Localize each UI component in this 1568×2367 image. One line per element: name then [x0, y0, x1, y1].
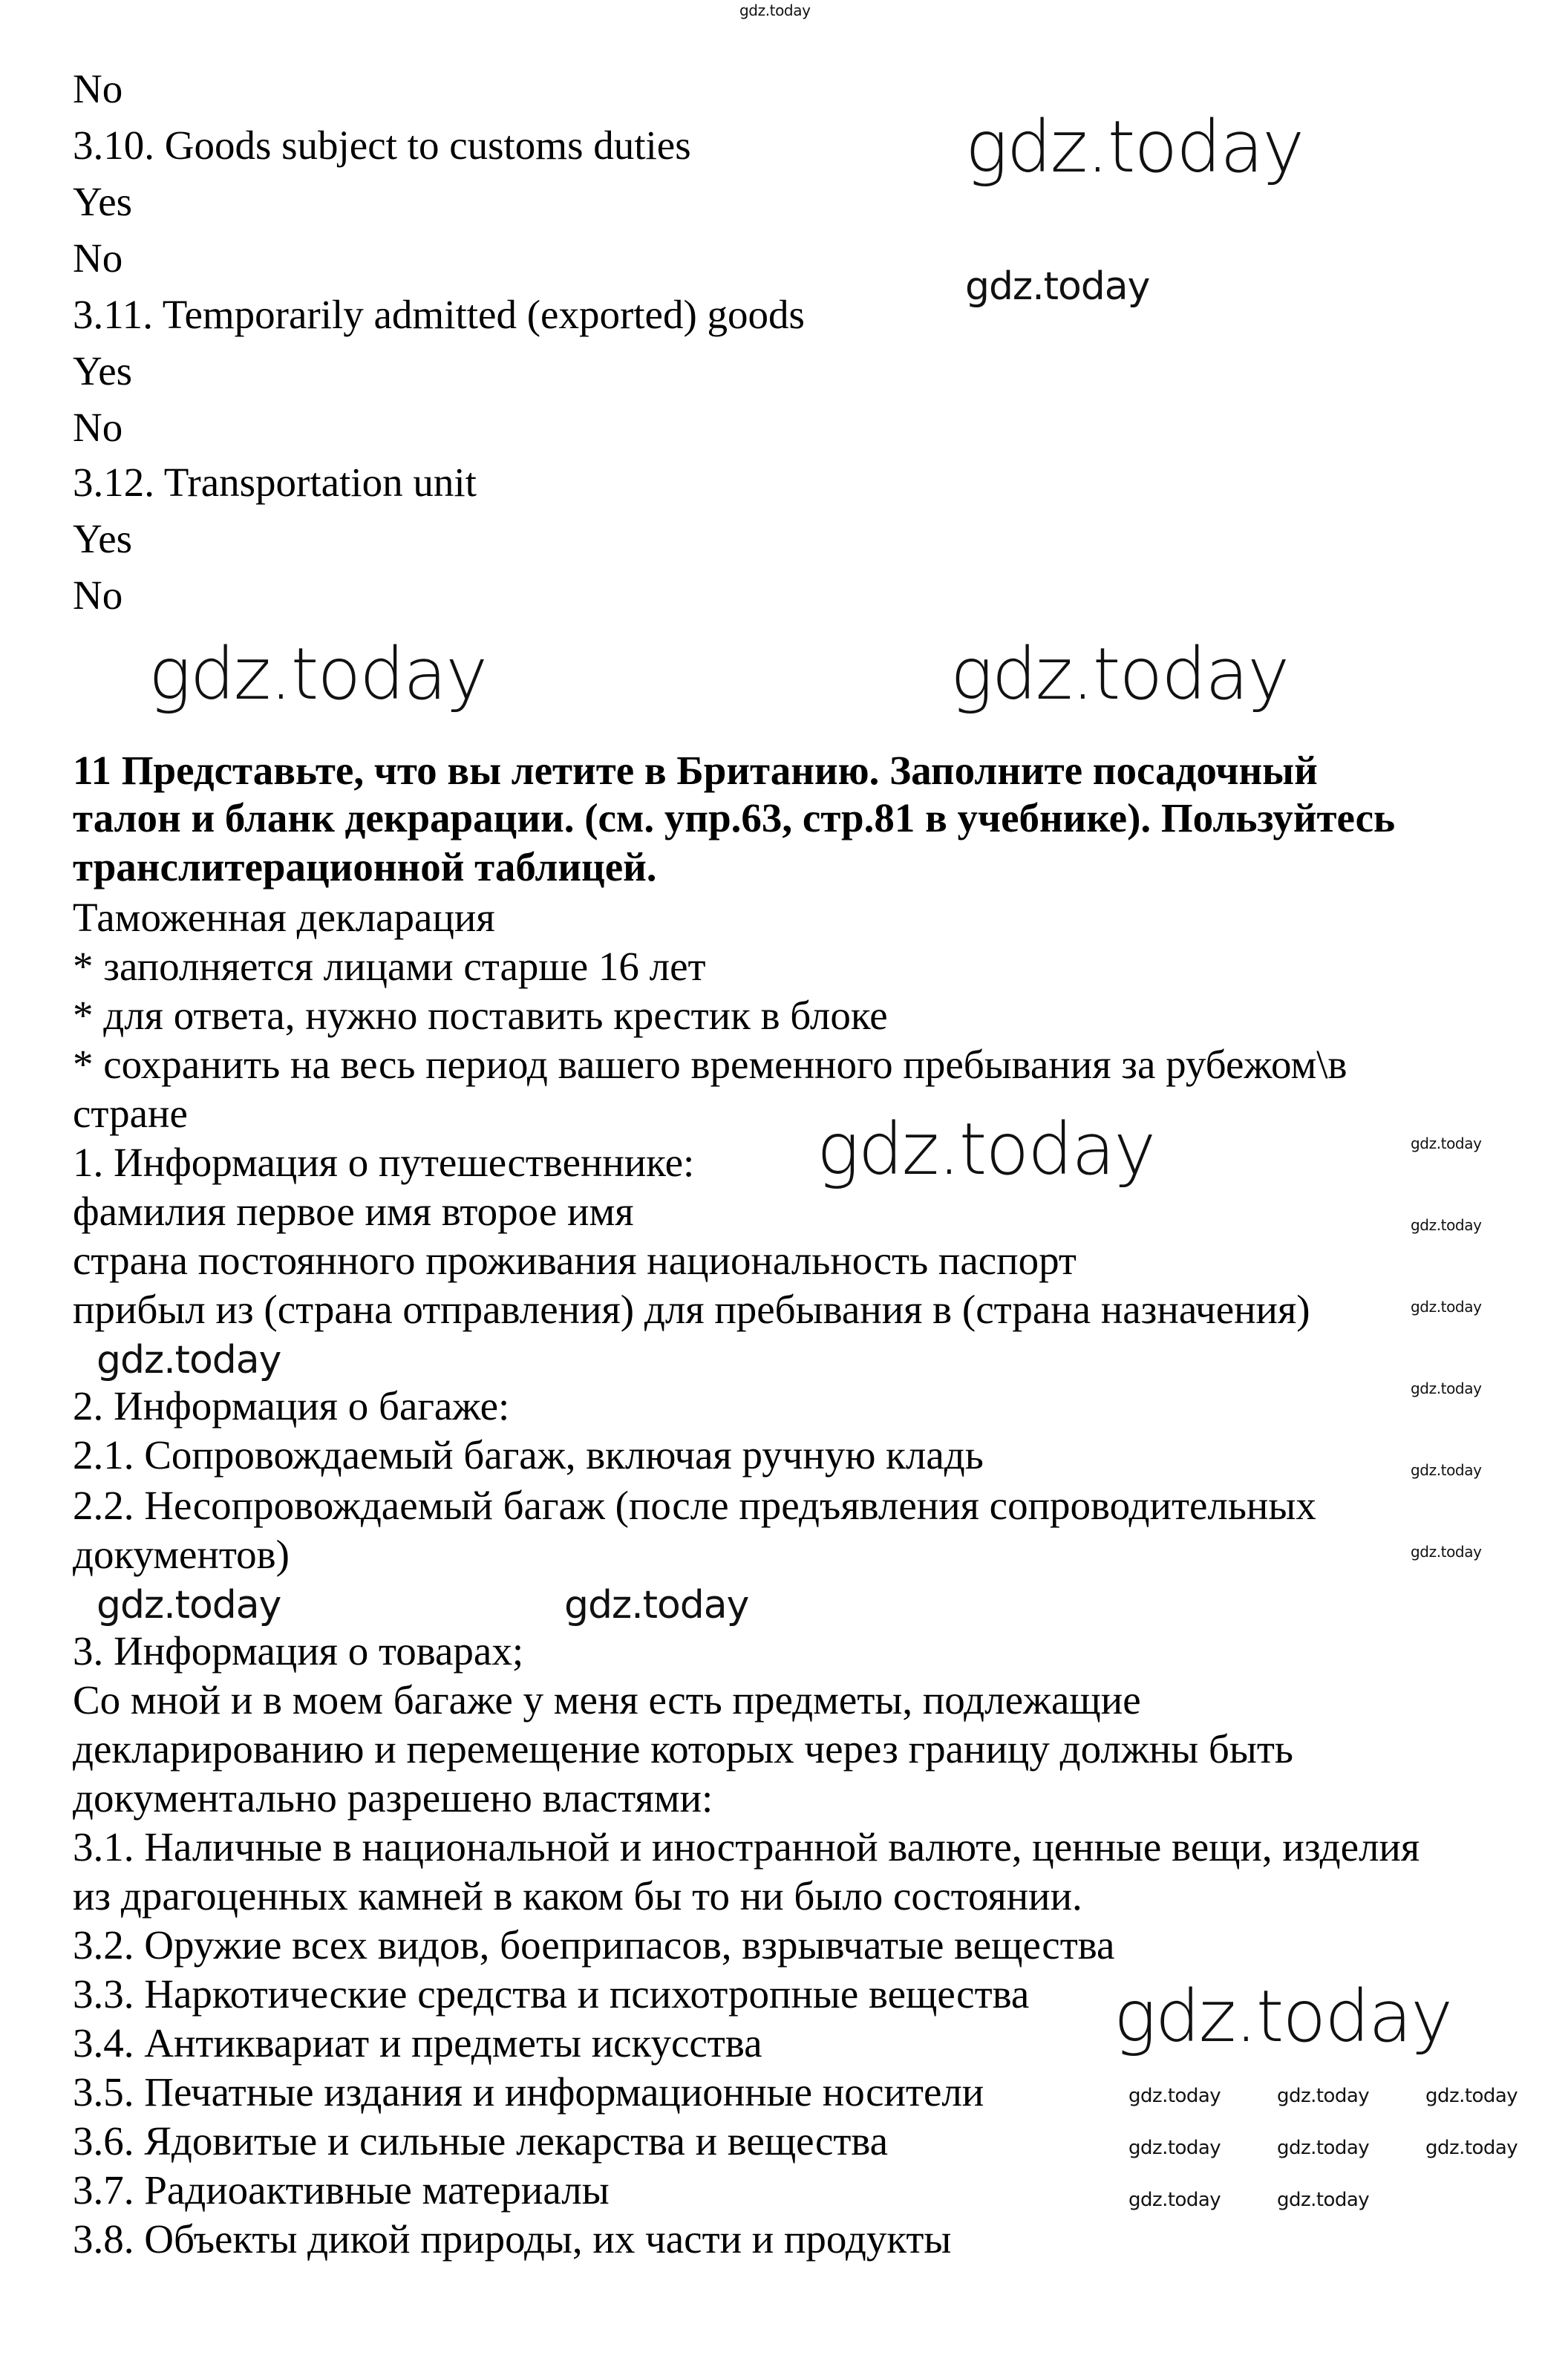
answer-line: 3.10. Goods subject to customs duties	[73, 123, 691, 168]
form-line: 3.5. Печатные издания и информационные носители	[73, 2069, 984, 2115]
form-line: * заполняется лицами старше 16 лет	[73, 944, 706, 989]
watermark: gdz.today	[1114, 1975, 1452, 2058]
form-line: 1. Информация о путешественнике:	[73, 1140, 695, 1185]
form-line: 2.2. Несопровождаемый багаж (после предъявления сопроводительных	[73, 1483, 1316, 1528]
form-line: 3.2. Оружие всех видов, боеприпасов, взрывчатые вещества	[73, 1922, 1115, 1968]
watermark: gdz.today	[1128, 2137, 1221, 2159]
watermark: gdz.today	[1277, 2085, 1370, 2107]
watermark: gdz.today	[965, 264, 1150, 309]
watermark: gdz.today	[739, 1, 811, 19]
form-line: фамилия первое имя второе имя	[73, 1189, 634, 1234]
answer-line: Yes	[73, 516, 133, 561]
form-line: документально разрешено властями:	[73, 1775, 713, 1821]
form-line: 3. Информация о товарах;	[73, 1628, 524, 1674]
watermark: gdz.today	[950, 633, 1289, 716]
form-line: документов)	[73, 1532, 290, 1577]
answer-line: No	[73, 66, 123, 111]
watermark: gdz.today	[1128, 2189, 1221, 2211]
watermark: gdz.today	[1411, 1216, 1482, 1234]
form-line: стране	[73, 1091, 188, 1136]
form-line: страна постоянного проживания национальность паспорт	[73, 1238, 1077, 1283]
answer-line: Yes	[73, 348, 133, 394]
watermark: gdz.today	[148, 633, 487, 716]
watermark: gdz.today	[564, 1583, 749, 1627]
form-line: 3.7. Радиоактивные материалы	[73, 2167, 610, 2213]
watermark: gdz.today	[1411, 1380, 1482, 1397]
watermark: gdz.today	[1128, 2085, 1221, 2107]
form-line: из драгоценных камней в каком бы то ни было состоянии.	[73, 1873, 1082, 1919]
watermark: gdz.today	[1425, 2085, 1518, 2107]
watermark: gdz.today	[97, 1338, 281, 1382]
form-line: 3.3. Наркотические средства и психотропные вещества	[73, 1971, 1030, 2017]
task-heading-line: транслитерационной таблицей.	[73, 844, 657, 889]
form-line: 3.1. Наличные в национальной и иностранной валюте, ценные вещи, изделия	[73, 1824, 1420, 1870]
answer-line: Yes	[73, 179, 133, 224]
form-line: * для ответа, нужно поставить крестик в блоке	[73, 993, 888, 1038]
answer-line: 3.11. Temporarily admitted (exported) goods	[73, 292, 805, 337]
form-line: Со мной и в моем багаже у меня есть предметы, подлежащие	[73, 1677, 1141, 1723]
answer-line: 3.12. Transportation unit	[73, 460, 477, 505]
watermark: gdz.today	[97, 1583, 281, 1627]
watermark: gdz.today	[1277, 2189, 1370, 2211]
form-line: прибыл из (страна отправления) для пребывания в (страна назначения)	[73, 1287, 1310, 1332]
answer-line: No	[73, 405, 123, 450]
task-heading-line: талон и бланк декрарации. (см. упр.63, стр.81 в учебнике). Пользуйтесь	[73, 795, 1396, 840]
watermark: gdz.today	[1411, 1543, 1482, 1561]
watermark: gdz.today	[1277, 2137, 1370, 2159]
watermark: gdz.today	[1425, 2137, 1518, 2159]
form-line: 3.8. Объекты дикой природы, их части и продукты	[73, 2216, 952, 2262]
form-line: 2.1. Сопровождаемый багаж, включая ручную кладь	[73, 1432, 984, 1478]
answer-line: No	[73, 235, 123, 281]
watermark: gdz.today	[817, 1108, 1155, 1191]
answer-line: No	[73, 572, 123, 618]
watermark: gdz.today	[1411, 1461, 1482, 1479]
form-line: 3.4. Антиквариат и предметы искусства	[73, 2020, 762, 2066]
watermark: gdz.today	[1411, 1298, 1482, 1316]
task-heading-line: 11 Представьте, что вы летите в Британию. Заполните посадочный	[73, 748, 1318, 793]
form-line: 3.6. Ядовитые и сильные лекарства и вещества	[73, 2118, 889, 2164]
watermark: gdz.today	[1411, 1134, 1482, 1152]
form-line: декларированию и перемещение которых через границу должны быть	[73, 1726, 1293, 1772]
watermark: gdz.today	[965, 105, 1304, 189]
form-line: 2. Информация о багаже:	[73, 1383, 510, 1429]
form-line: * сохранить на весь период вашего временного пребывания за рубежом\в	[73, 1042, 1348, 1087]
form-line: Таможенная декларация	[73, 895, 495, 940]
